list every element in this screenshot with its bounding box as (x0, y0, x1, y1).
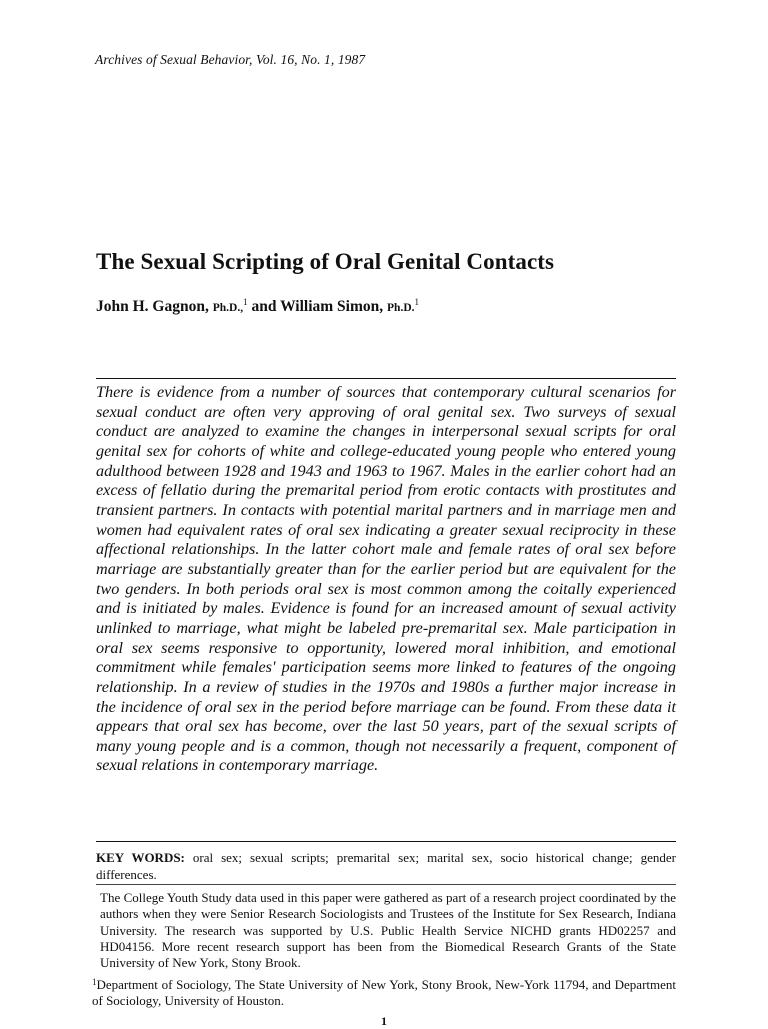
page-number: 1 (381, 1014, 387, 1028)
keywords-label: KEY WORDS: (96, 850, 185, 865)
author-name: William Simon, (280, 298, 384, 315)
article-title: The Sexual Scripting of Oral Genital Contacts (96, 249, 555, 274)
footnote-rule (96, 884, 676, 885)
journal-citation: Archives of Sexual Behavior, Vol. 16, No. 1, 1987 (95, 52, 366, 67)
author-name: John H. Gagnon, (96, 298, 209, 315)
author-footnote-marker: 1 (243, 297, 248, 307)
keywords-text: oral sex; sexual scripts; premarital sex; marital sex, socio historical change; gender differences. (96, 850, 677, 882)
keywords (96, 849, 676, 883)
abstract-top-rule (96, 378, 676, 379)
abstract-bottom-rule (96, 841, 676, 842)
funding-footnote: The College Youth Study data used in this paper were gathered as part of a research project coordinated by the authors when they were Senior Research Sociologists and Trustees of the Institute for Sex Research, Indiana University. The research was supported by U.S. Public Health Service NICHD grants HD02257 and HD04156. More recent research support has been from the Biomedical Research Grants of the State University of New York, Stony Brook. (100, 890, 676, 971)
author-degree: Ph.D. (387, 302, 415, 314)
author-line (96, 297, 419, 316)
affiliation-text: Department of Sociology, The State University of New York, Stony Brook, New-York 11794, and Department of Sociology, University of Houston. (92, 977, 676, 1009)
affiliation-marker: 1 (92, 977, 97, 987)
author-degree: Ph.D., (212, 302, 244, 314)
author-conjunction: and (251, 298, 277, 315)
author-footnote-marker: 1 (414, 297, 420, 307)
abstract-text: There is evidence from a number of sources that contemporary cultural scenarios for sexual conduct are often very approving of oral genital sex. Two surveys of sexual conduct are analyzed to examine the changes in interpersonal sexual scripts for oral genital sex for cohorts of white and college-educated young people who entered young adulthood between 1928 and 1943 and 1963 to 1967. Males in the earlier cohort had an excess of fellatio during the premarital period from erotic contacts with prostitutes and transient partners. In contacts with potential marital partners and in marriage men and women had equivalent rates of oral sex indicating a greater sexual reciprocity in these affectional relationships. In the latter cohort male and female rates of oral sex before marriage are substantially greater than for the earlier period but are equivalent for the two genders. In both periods oral sex is most common among the coitally experienced and is initiated by males. Evidence is found for an increased amount of sexual activity unlinked to marriage, what might be labeled pre-premarital sex. Male participation in oral sex seems responsive to opportunity, lowered moral inhibition, and emotional commitment while females' participation seems more linked to features of the ongoing relationship. In a review of studies in the 1970s and 1980s a further major increase in the incidence of oral sex in the period before marriage can be found. From these data it appears that oral sex has become, over the last 50 years, part of the sexual scripts of many young people and is a common, though not necessarily a frequent, component of sexual relations in contemporary marriage. (96, 383, 676, 775)
affiliation-footnote (92, 974, 676, 1010)
